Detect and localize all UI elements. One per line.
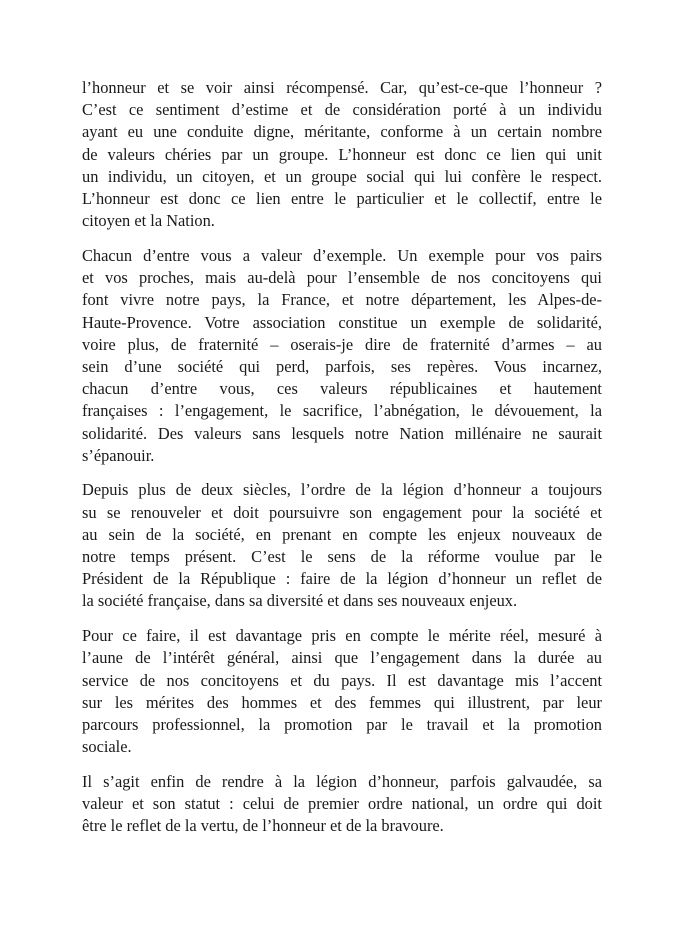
text-line: Président de la République : faire de la légion d’honneur un reflet de: [82, 569, 602, 589]
text-line: solidarité. Des valeurs sans lesquels notre Nation millénaire ne saurait: [82, 423, 602, 443]
text-line: notre temps présent. C’est le sens de la réforme voulue par le: [82, 547, 602, 567]
text-line: C’est ce sentiment d’estime et de considération porté à un individu: [82, 100, 602, 120]
text-line: font vivre notre pays, la France, et notre département, les Alpes-de-: [82, 290, 602, 310]
text-line: Depuis plus de deux siècles, l’ordre de la légion d’honneur a toujours: [82, 480, 602, 500]
text-line: citoyen et la Nation.: [82, 211, 215, 231]
text-line: l’honneur et se voir ainsi récompensé. Car, qu’est-ce-que l’honneur ?: [82, 78, 602, 97]
text-line: Chacun d’entre vous a valeur d’exemple. Un exemple pour vos pairs: [82, 245, 602, 265]
text-line: Pour ce faire, il est davantage pris en compte le mérite réel, mesuré à: [82, 626, 602, 646]
text-line: service de nos concitoyens et du pays. Il est davantage mis l’accent: [82, 670, 602, 690]
text-line: parcours professionnel, la promotion par le travail et la promotion: [82, 714, 602, 734]
text-line: valeur et son statut : celui de premier ordre national, un ordre qui doit: [82, 794, 602, 814]
text-line: s’épanouir.: [82, 445, 155, 465]
text-line: su se renouveler et doit poursuivre son engagement pour la société et: [82, 502, 602, 522]
text-line: françaises : l’engagement, le sacrifice, l’abnégation, le dévouement, la: [82, 401, 602, 421]
text-line: la société française, dans sa diversité et dans ses nouveaux enjeux.: [82, 591, 518, 611]
paragraph-2: [82, 245, 602, 467]
text-line: Il s’agit enfin de rendre à la légion d’honneur, parfois galvaudée, sa: [82, 771, 602, 791]
text-line: sein d’une société qui perd, parfois, ses repères. Vous incarnez,: [82, 356, 602, 376]
text-line: L’honneur est donc ce lien entre le particulier et le collectif, entre le: [82, 189, 602, 209]
text-line: et vos proches, mais au-delà pour l’ensemble de nos concitoyens qui: [82, 268, 602, 288]
text-line: chacun d’entre vous, ces valeurs républicaines et hautement: [82, 379, 602, 399]
text-line: voire plus, de fraternité – oserais-je dire de fraternité d’armes – au: [82, 334, 602, 354]
text-line: au sein de la société, en prenant en compte les enjeux nouveaux de: [82, 524, 602, 544]
text-line: sociale.: [82, 737, 132, 757]
text-line: être le reflet de la vertu, de l’honneur et de la bravoure.: [82, 816, 444, 836]
text-line: un individu, un citoyen, et un groupe social qui lui confère le respect.: [82, 166, 602, 186]
paragraph-3: [82, 479, 602, 612]
text-line: Haute-Provence. Votre association constitue un exemple de solidarité,: [82, 312, 602, 332]
text-line: l’aune de l’intérêt général, ainsi que l’engagement dans la durée au: [82, 648, 602, 668]
paragraph-1: [82, 77, 602, 232]
text-line: ayant eu une conduite digne, méritante, conforme à un certain nombre: [82, 122, 602, 142]
paragraph-5: [82, 771, 602, 838]
document-body: [82, 77, 602, 850]
paragraph-4: [82, 625, 602, 758]
text-line: sur les mérites des hommes et des femmes qui illustrent, par leur: [82, 692, 602, 712]
text-line: de valeurs chéries par un groupe. L’honneur est donc ce lien qui unit: [82, 144, 602, 164]
